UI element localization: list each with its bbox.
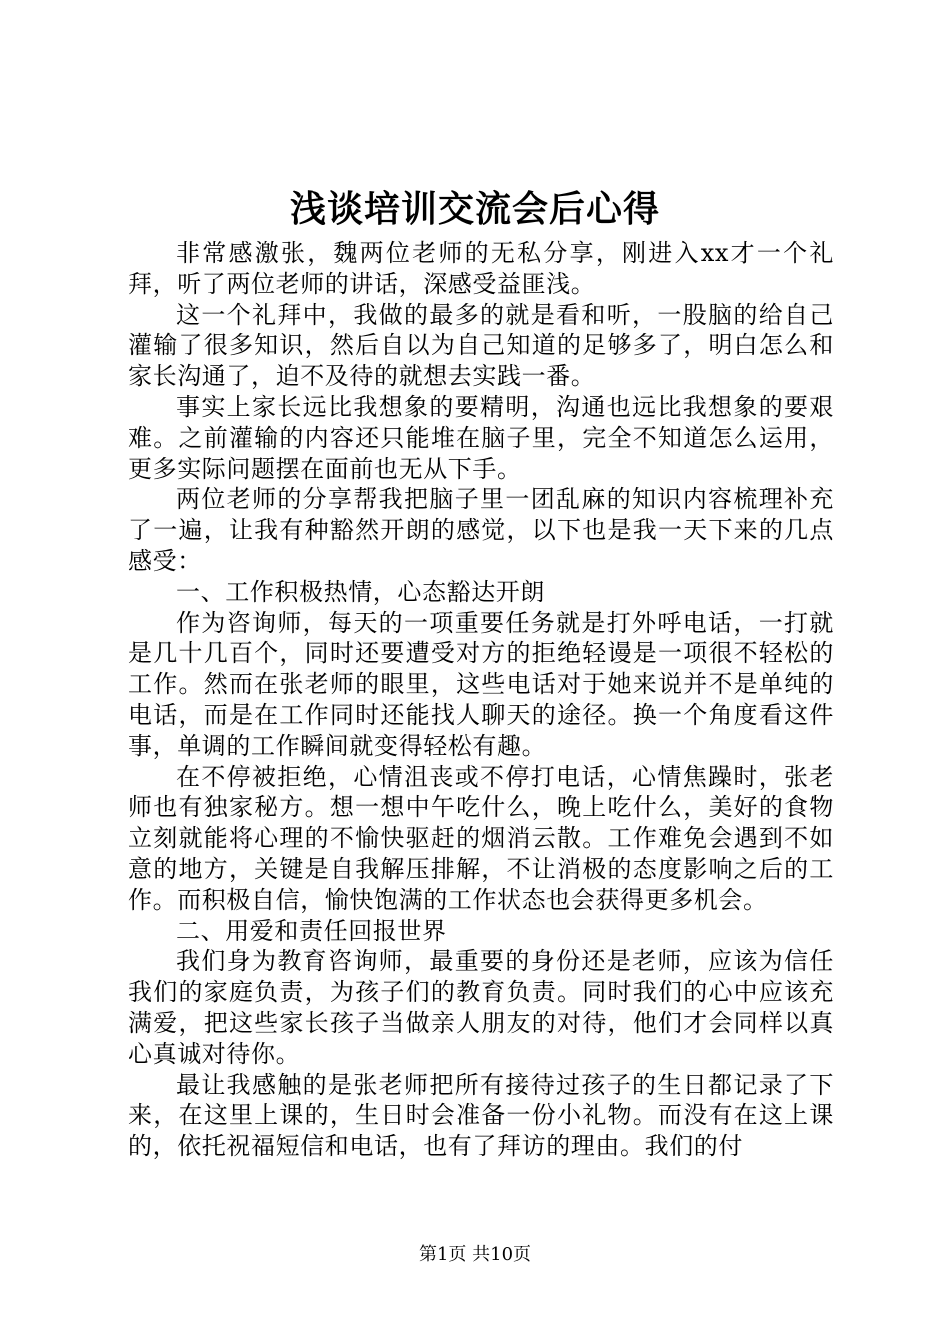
paragraph: 在不停被拒绝，心情沮丧或不停打电话，心情焦躁时，张老师也有独家秘方。想一想中午吃什么，晚上吃什么，美好的食物立刻就能将心理的不愉快驱赶的烟消云散。工作难免会遇到不如意的地方，关键是自我解压排解，不让消极的态度影响之后的工作。而积极自信，愉快饱满的工作状态也会获得更多机会。 — [128, 762, 834, 914]
section-heading: 一、工作积极热情，心态豁达开朗 — [176, 577, 545, 606]
paragraph: 事实上家长远比我想象的要精明，沟通也远比我想象的要艰难。之前灌输的内容还只能堆在脑子里，完全不知道怎么运用，更多实际问题摆在面前也无从下手。 — [128, 392, 834, 483]
paragraph: 非常感激张，魏两位老师的无私分享，刚进入xx才一个礼拜，听了两位老师的讲话，深感受益匪浅。 — [128, 239, 834, 298]
section-heading: 二、用爱和责任回报世界 — [176, 916, 447, 945]
paragraph: 最让我感触的是张老师把所有接待过孩子的生日都记录了下来，在这里上课的，生日时会准备一份小礼物。而没有在这上课的，依托祝福短信和电话，也有了拜访的理由。我们的付 — [128, 1070, 834, 1161]
paragraph: 这一个礼拜中，我做的最多的就是看和听，一股脑的给自己灌输了很多知识，然后自以为自己知道的足够多了，明白怎么和家长沟通了，迫不及待的就想去实践一番。 — [128, 300, 834, 391]
paragraph: 作为咨询师，每天的一项重要任务就是打外呼电话，一打就是几十几百个，同时还要遭受对方的拒绝轻谩是一项很不轻松的工作。然而在张老师的眼里，这些电话对于她来说并不是单纯的电话，而是在工作同时还能找人聊天的途径。换一个角度看这件事，单调的工作瞬间就变得轻松有趣。 — [128, 608, 834, 760]
page-footer: 第1页 共10页 — [418, 1244, 532, 1265]
document-title: 浅谈培训交流会后心得 — [289, 188, 660, 230]
paragraph: 我们身为教育咨询师，最重要的身份还是老师，应该为信任我们的家庭负责，为孩子们的教育负责。同时我们的心中应该充满爱，把这些家长孩子当做亲人朋友的对待，他们才会同样以真心真诚对待你。 — [128, 947, 834, 1068]
paragraph: 两位老师的分享帮我把脑子里一团乱麻的知识内容梳理补充了一遍，让我有种豁然开朗的感觉，以下也是我一天下来的几点感受： — [128, 485, 834, 575]
document-body — [128, 238, 834, 1162]
